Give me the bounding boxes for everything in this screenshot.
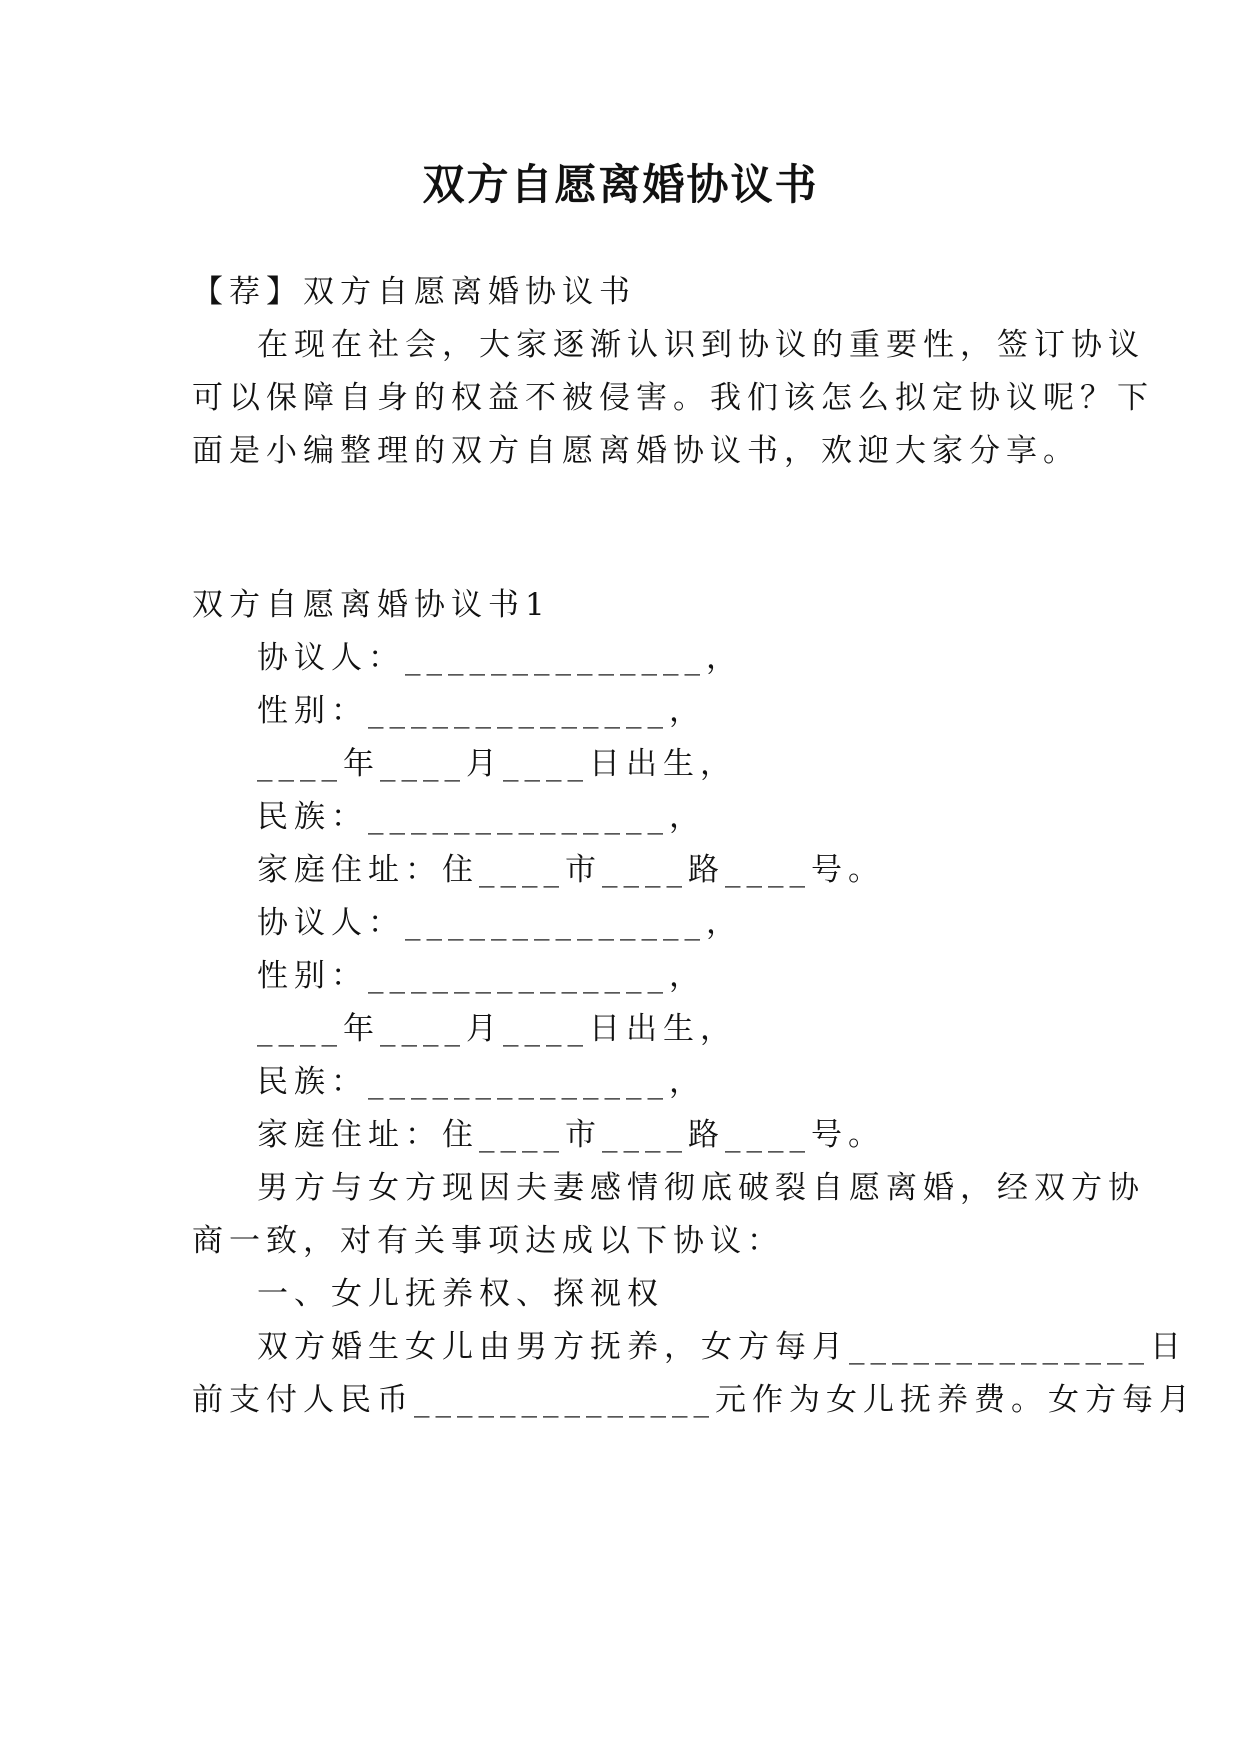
party-a-ethnicity-field: 民族：______________，: [257, 799, 706, 835]
agreement-intro-line-1: 男方与女方现因夫妻感情彻底破裂自愿离婚，经双方协: [257, 1170, 1145, 1206]
section-title: 双方自愿离婚协议书1: [192, 587, 551, 623]
party-a-name-field: 协议人：______________，: [257, 640, 743, 676]
party-a-birth-field: ____年____月____日出生，: [257, 746, 737, 782]
party-b-name-field: 协议人：______________，: [257, 905, 743, 941]
header-line: 【荐】双方自愿离婚协议书: [192, 274, 636, 310]
intro-line-1: 在现在社会，大家逐渐认识到协议的重要性，签订协议: [257, 327, 1145, 363]
party-b-gender-field: 性别：______________，: [257, 958, 706, 994]
clause-1-heading: 一、女儿抚养权、探视权: [257, 1276, 664, 1312]
party-a-gender-field: 性别：______________，: [257, 693, 706, 729]
clause-1-line-2: 前支付人民币______________元作为女儿抚养费。女方每月: [192, 1382, 1196, 1418]
document-title: 双方自愿离婚协议书: [422, 160, 819, 209]
agreement-intro-line-2: 商一致，对有关事项达成以下协议：: [192, 1223, 784, 1259]
party-b-ethnicity-field: 民族：______________，: [257, 1064, 706, 1100]
party-a-address-field: 家庭住址：住____市____路____号。: [257, 852, 885, 888]
intro-line-3: 面是小编整理的双方自愿离婚协议书，欢迎大家分享。: [192, 433, 1080, 469]
party-b-birth-field: ____年____月____日出生，: [257, 1011, 737, 1047]
clause-1-line-1: 双方婚生女儿由男方抚养，女方每月______________日: [257, 1329, 1187, 1365]
intro-line-2: 可以保障自身的权益不被侵害。我们该怎么拟定协议呢？下: [192, 380, 1154, 416]
party-b-address-field: 家庭住址：住____市____路____号。: [257, 1117, 885, 1153]
